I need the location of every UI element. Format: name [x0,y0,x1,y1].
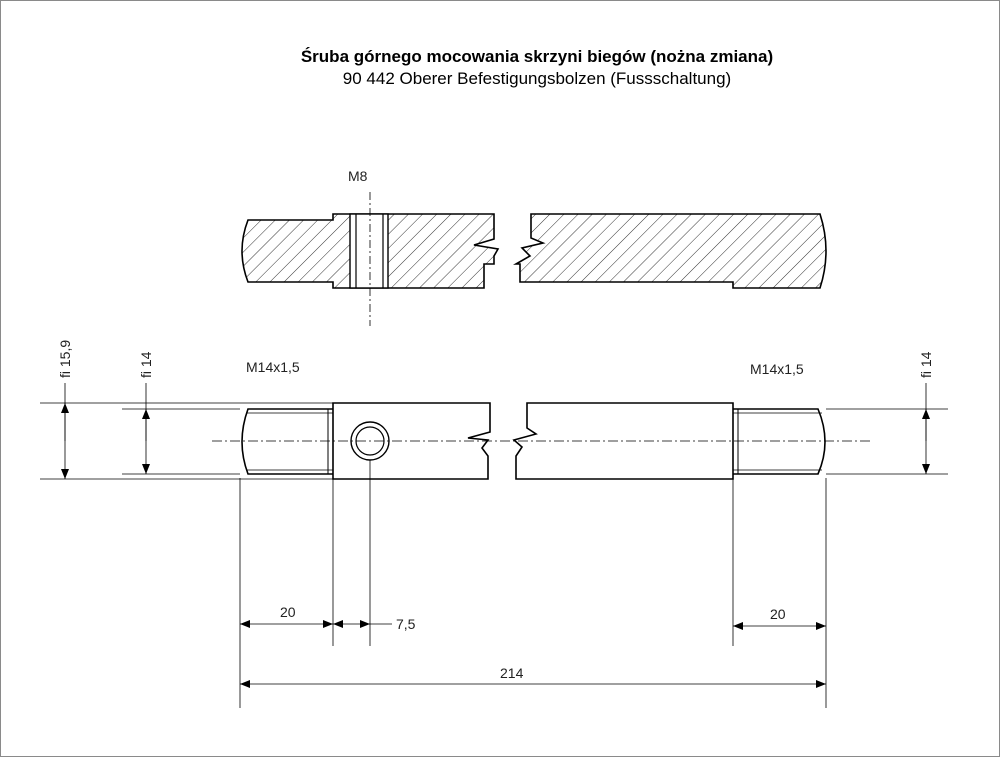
dim-left-thread-diameter-label: fi 14 [138,351,154,378]
dim-hole-offset-label: 7,5 [396,616,416,632]
length-dimensions [240,460,826,708]
thread-right-label: M14x1,5 [750,361,804,377]
title-polish: Śruba górnego mocowania skrzyni biegów (nożna zmiana) [300,47,774,66]
dim-right-thread-length-label: 20 [770,606,786,622]
section-view [242,168,826,326]
dim-total-length-label: 214 [500,665,524,681]
dim-body-diameter-label: fi 15,9 [57,339,73,378]
left-thread-end [242,409,333,474]
dim-left-thread-length-label: 20 [280,604,296,620]
section-right-part [516,214,826,288]
m8-label: M8 [348,168,368,184]
elevation-view [212,403,872,479]
right-thread-end [733,409,825,474]
dim-right-thread-diameter-label: fi 14 [918,351,934,378]
thread-left-label: M14x1,5 [246,359,300,375]
title-german: 90 442 Oberer Befestigungsbolzen (Fussschaltung) [342,69,732,88]
